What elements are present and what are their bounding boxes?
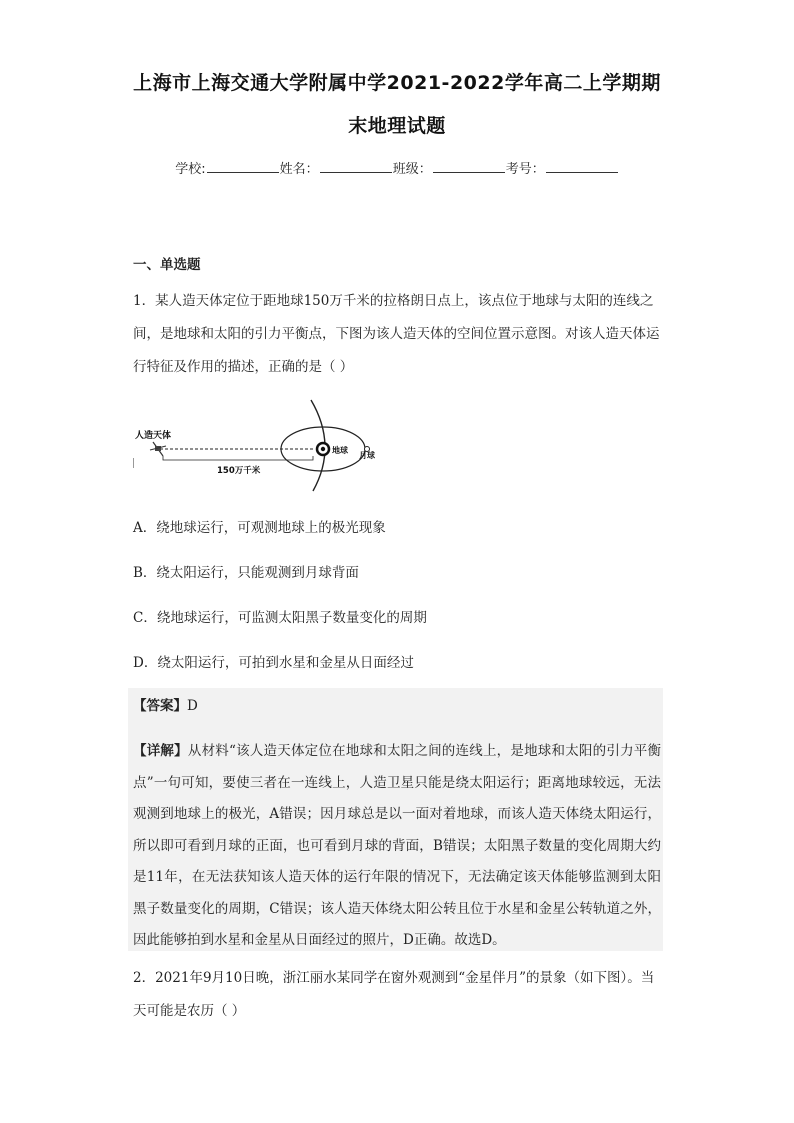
school-label: 学校: xyxy=(175,162,206,177)
detail-text: 从材料“该人造天体定位在地球和太阳之间的连线上，是地球和太阳的引力平衡点”一句可知，要使三者在一连线上，人造卫星只能是绕太阳运行；距离地球较远，无法观测到地球上的极光，A错误；因月球总是以一面对着地球，而该人造天体绕太阳运行，所以即可看到月球的正面，也可看到月球的背面，B错误；太阳黑子数量的变化周期大约是11年，在无法获知该人造天体的运行年限的情况下，无法确定该天体能够监测到太阳黑子数量变化的周期，C错误；该人造天体绕太阳公转且位于水星和金星公转轨道之外，因此能够拍到水星和金星从日面经过的照片，D正确。故选D。 xyxy=(133,743,662,948)
id-label: 考号： xyxy=(505,162,545,177)
answer-value: D xyxy=(187,698,198,714)
section-heading: 一、单选题 xyxy=(133,257,201,273)
student-info-row xyxy=(0,158,794,177)
class-blank[interactable] xyxy=(433,160,505,173)
option-c[interactable]: C．绕地球运行，可监测太阳黑子数量变化的周期 xyxy=(133,610,427,626)
answer-line xyxy=(133,694,198,714)
school-blank[interactable] xyxy=(207,160,279,173)
answer-label: 【答案】 xyxy=(133,698,187,714)
question-2-stem: 2．2021年9月10日晚，浙江丽水某同学在窗外观测到“金星伴月”的景象（如下图）。当天可能是农历（ ） xyxy=(133,970,655,1019)
question-1-stem: 1．某人造天体定位于距地球150万千米的拉格朗日点上，该点位于地球与太阳的连线之间，是地球和太阳的引力平衡点，下图为该人造天体的空间位置示意图。对该人造天体运行特征及作用的描述，正确的是（ ） xyxy=(133,293,660,375)
satellite-icon xyxy=(150,442,166,456)
option-a[interactable]: A．绕地球运行，可观测地球上的极光现象 xyxy=(133,520,386,536)
class-label: 班级： xyxy=(392,162,432,177)
satellite-label: 人造天体 xyxy=(135,431,172,441)
name-label: 姓名： xyxy=(279,162,319,177)
exam-title-line2: 末地理试题 xyxy=(348,115,446,137)
option-b[interactable]: B．绕太阳运行，只能观测到月球背面 xyxy=(133,565,359,581)
detail-label: 【详解】 xyxy=(133,743,188,759)
satellite-position-diagram xyxy=(133,398,393,493)
earth-label: 地球 xyxy=(332,446,348,455)
name-blank[interactable] xyxy=(320,160,392,173)
answer-explanation xyxy=(133,736,661,957)
exam-title-line1: 上海市上海交通大学附属中学2021-2022学年高二上学期期 xyxy=(133,72,661,94)
moon-label: 月球 xyxy=(359,451,375,460)
distance-label: 150万千米 xyxy=(217,466,261,476)
id-blank[interactable] xyxy=(546,160,618,173)
option-d[interactable]: D．绕太阳运行，可拍到水星和金星从日面经过 xyxy=(133,655,414,671)
distance-bracket xyxy=(163,456,313,460)
